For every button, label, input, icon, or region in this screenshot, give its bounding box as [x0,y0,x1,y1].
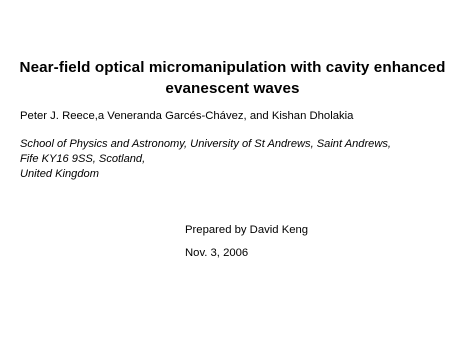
affiliation-line-1: School of Physics and Astronomy, University of St Andrews, Saint Andrews, [20,138,391,150]
presentation-date: Nov. 3, 2006 [185,247,249,259]
affiliation-line-3: United Kingdom [20,168,99,180]
title-line-1: Near-field optical micromanipulation with cavity enhanced [19,59,446,76]
affiliation [20,137,391,182]
title-line-2: evanescent waves [165,80,300,97]
page-title [0,57,450,99]
affiliation-line-2: Fife KY16 9SS, Scotland, [20,153,146,165]
author-list: Peter J. Reece,a Veneranda Garcés-Chávez, and Kishan Dholakia [20,110,354,122]
prepared-by: Prepared by David Keng [185,224,309,236]
